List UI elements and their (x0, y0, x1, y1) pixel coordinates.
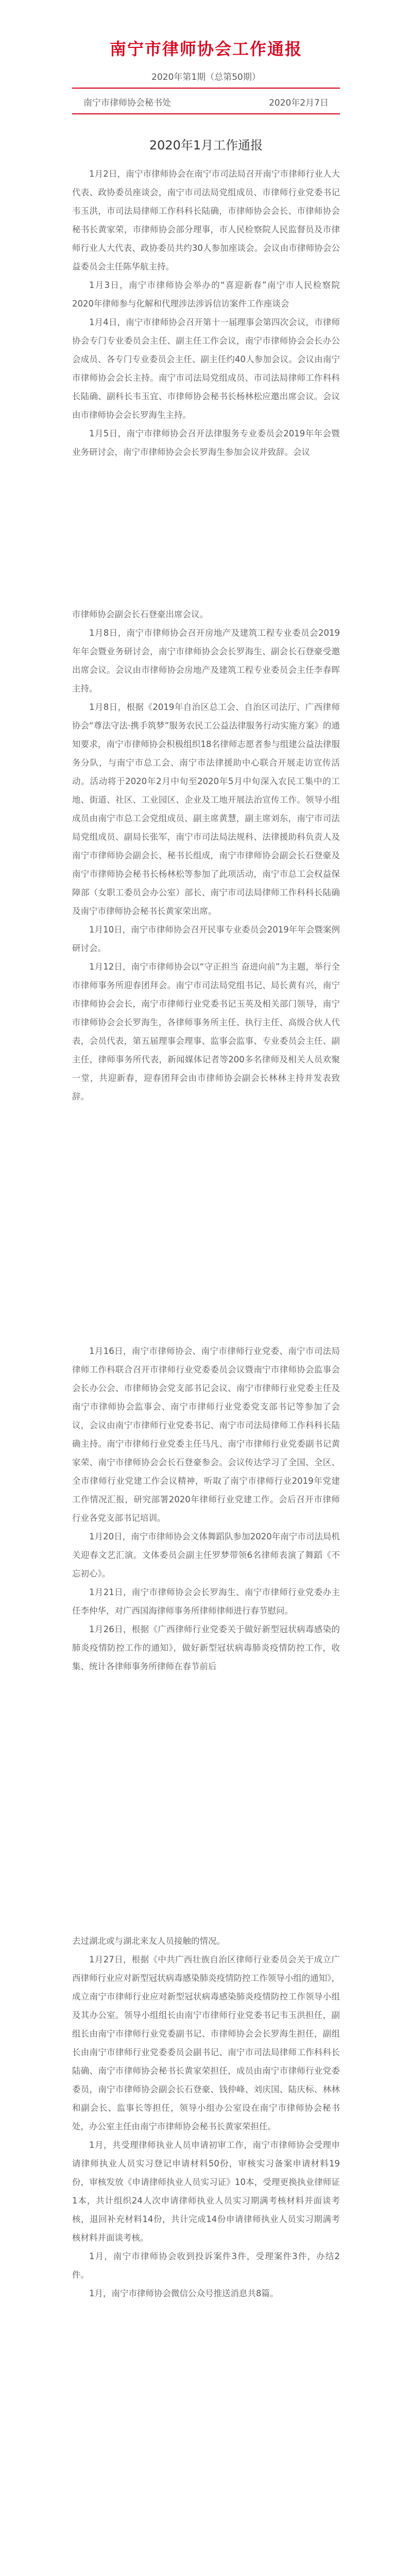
report-title: 2020年1月工作通报 (149, 138, 263, 152)
report-body-page-1 (72, 165, 340, 462)
paragraph: 市律师协会副会长石登豪出席会议。 (72, 609, 208, 619)
paragraph: 1月26日，根据《广西律师行业党委关于做好新型冠状病毒感染的肺炎疫情防控工作的通知》，做好新型冠状病毒肺炎疫情防控工作，收集、统计各律师事务所律师在春节前后 (72, 1624, 340, 1671)
paragraph: 1月27日，根据《中共广西壮族自治区律师行业委员会关于成立广西律师行业应对新型冠状病毒感染肺炎疫情防控工作领导小组的通知》，成立南宁市律师行业应对新型冠状病毒感染肺炎疫情防控工作领导小组及其办公室。领导小组组长由南宁市律师行业党委书记韦玉洪担任，副组长由南宁市律师行业党委副书记、市律师协会会长罗海生担任，副组长由南宁市律师行业党委委员会副书记、南宁市司法局律师工作科科长陆确、南宁市律师协会秘书长黄家荣担任，成员由南宁市律师行业党委委员，南宁市律师协会副会长石登豪、钱仲峰、刘庆国、陆庆标、林林和副会长、监事长等担任，领导小组办公室设在南宁市律师协会秘书处，办公室主任由南宁市律师协会秘书长黄家荣担任。 (72, 1955, 340, 2131)
report-body-page-3 (72, 1342, 340, 1676)
paragraph: 1月8日，根据《2019年自治区总工会、自治区司法厅、广西律师协会“尊法守法·携手筑梦”服务农民工公益法律服务行动实施方案》的通知要求，南宁市律师协会积极组织18名律师志愿者参与组建公益法律服务分队，与南宁市总工会、南宁市法律援助中心联合开展走访宣传活动。活动将于2020年2月中旬至2020年5月中旬深入农民工集中的工地、街道、社区、工业园区、企业及工地开展法治宣传工作。领导小组成员由南宁市总工会党组成员、副主席黄慧，副主席刘东，南宁市司法局党组成员、副局长张军，南宁市司法局法规科、法律援助科负责人及南宁市律师协会副会长、秘书长组成，南宁市律师协会副会长石登豪及南宁市律师协会秘书长杨林松等参加了此项活动，南宁市总工会权益保障部（女职工委员会办公室）部长、南宁市司法局律师工作科科长陆确及南宁市律师协会秘书长黄家荣出席。 (72, 702, 340, 916)
issue-date: 2020年2月7日 (269, 98, 329, 108)
paragraph: 1月12日，南宁市律师协会以“守正担当 奋进向前”为主题，举行全市律师事务所迎春团拜会。南宁市司法局党组书记、局长黄有兴，南宁市律师协会会长，南宁市律师行业党委书记玉英及相关部门领导，南宁市律师协会会长罗海生，各律师事务所主任、执行主任、高级合伙人代表，会员代表，第五届理事会理事、监事会监事、专业委员会主任、副主任，律师事务所代表，新闻媒体记者等200多名律师及相关人员欢聚一堂，共迎新春，迎春团拜会由市律师协会副会长林林主持并发表致辞。 (72, 962, 340, 1101)
paragraph: 1月2日，南宁市律师协会在南宁市司法局召开南宁市律师行业人大代表、政协委员座谈会，南宁市司法局党组成员、市律师行业党委书记韦玉洪，市司法局律师工作科科长陆确，市律师协会会长、市律师协会秘书长黄家荣，市律师协会部分理事，市人民检察院人民监督员及市律师行业人大代表、政协委员共约30人参加座谈会。会议由市律师协会公益委员会主任陈华航主持。 (72, 169, 340, 272)
issue-number: 2020年第1期（总第50期） (151, 72, 261, 82)
paragraph: 1月8日，南宁市律师协会召开房地产及建筑工程专业委员会2019年年会暨业务研讨会，南宁市律师协会会长罗海生、副会长石登豪受邀出席会议。会议由市律师协会房地产及建筑工程专业委员会主任李春晖主持。 (72, 628, 340, 693)
issuer-name: 南宁市律师协会秘书处 (83, 98, 171, 108)
header-divider-bottom (72, 113, 340, 114)
paragraph: 1月20日，南宁市律师协会文体舞蹈队参加2020年南宁市司法局机关迎春文艺汇演。文体委员会副主任罗梦带领6名律师表演了舞蹈《不忘初心》。 (72, 1532, 340, 1579)
paragraph: 1月，共受理律师执业人员申请初审工作，南宁市律师协会受理申请律师执业人员实习登记申请材料50份，审核实习备案申请材料19份，审核发放《申请律师执业人员实习证》10本，受理更换执业律师证1本，共计组织24人次申请律师执业人员实习期满考核材料并面谈考核，退回补充材料14份，共计完成14份申请律师执业人员实习期满考核材料并面谈考核。 (72, 2140, 340, 2243)
paragraph: 去过湖北或与湖北来友人员接触的情况。 (72, 1936, 225, 1946)
paragraph: 1月16日，南宁市律师协会、南宁市律师行业党委、南宁市司法局律师工作科联合召开市律师行业党委委员会议暨南宁市律师协会监事会会长办公会、市律师协会党支部书记会议、南宁市律师行业党委主任及南宁市律师协会监事会、南宁市律师行业党委党支部书记等参加了会议，会议由南宁市律师行业党委书记、南宁市司法局律师工作科科长陆确主持。南宁市律师行业党委主任马凡、南宁市律师行业党委副书记黄家荣、南宁市律师协会会长石登豪参会。会议传达学习了全国、全区、全市律师行业党建工作会议精神，听取了南宁市律师行业2019年党建工作情况汇报，研究部署2020年律师行业党建工作。会后召开市律师行业各党支部书记培训。 (72, 1346, 340, 1523)
report-body-page-2 (72, 605, 340, 1106)
paragraph: 1月4日，南宁市律师协会召开第十一届理事会第四次会议，市律师协会专门专业委员会主任、副主任工作会议，南宁市律师协会会长办公会成员、各专门专业委员会主任、副主任约40人参加会议。会议由南宁市律师协会会长主持。南宁市司法局党组成员、市司法局律师工作科科长陆确、副科长韦玉宜、市律师协会秘书长杨林松应邀出席会议。会议由市律师协会会长罗海生主持。 (72, 317, 340, 420)
paragraph: 1月，南宁市律师协会收到投诉案件3件，受理案件3件，办结2件。 (72, 2251, 340, 2280)
paragraph: 1月3日，南宁市律师协会举办的“喜迎新春”南宁市人民检察院2020年律师参与化解和代理涉法涉诉信访案件工作座谈会 (72, 280, 340, 309)
paragraph: 1月，南宁市律师协会微信公众号推送消息共8篇。 (89, 2289, 279, 2298)
paragraph: 1月21日，南宁市律师协会会长罗海生、南宁市律师行业党委办主任李仲华，对广西国海律师事务所律师律师进行春节慰问。 (72, 1587, 340, 1616)
paragraph: 1月10日，南宁市律师协会召开民事专业委员会2019年年会暨案例研讨会。 (72, 925, 340, 953)
paragraph: 1月5日，南宁市律师协会召开法律服务专业委员会2019年年会暨业务研讨会，南宁市律师协会会长罗海生参加会议并致辞。会议 (72, 429, 340, 457)
document-title: 南宁市律师协会工作通报 (109, 39, 302, 59)
header-divider-top (72, 88, 340, 89)
report-body-page-4 (72, 1932, 340, 2303)
